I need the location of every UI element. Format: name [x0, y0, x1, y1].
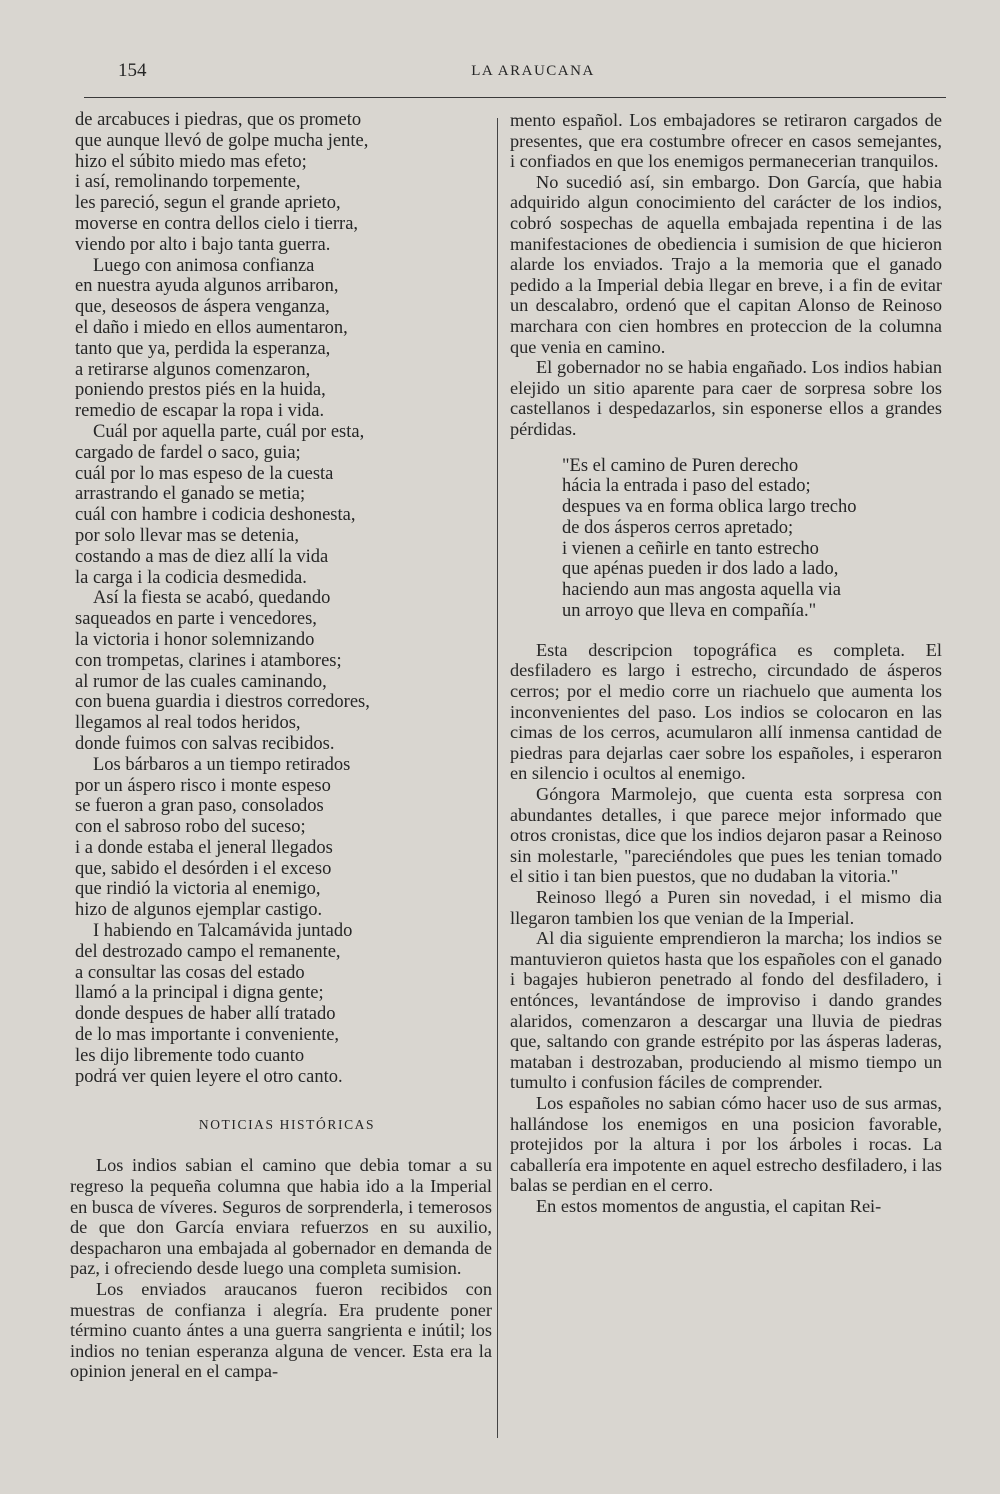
- paragraph: El gobernador no se habia engañado. Los indios habian elejido un sitio aparente para caer de sorpresa sobre los castellanos i despedazarlos, sin esponerse ellos a grandes pérdidas.: [510, 357, 942, 439]
- verse-line: la victoria i honor solemnizando: [75, 629, 315, 650]
- poem-verses: [62, 110, 492, 1087]
- verse-line: que aunque llevó de golpe mucha jente,: [75, 130, 369, 151]
- quote-line: despues va en forma oblica largo trecho: [562, 497, 857, 518]
- verse-line: el daño i miedo en ellos aumentaron,: [75, 317, 348, 338]
- verse-line: de lo mas importante i conveniente,: [75, 1025, 340, 1046]
- header-rule: [84, 97, 946, 98]
- verse-line: Luego con animosa confianza: [93, 255, 315, 276]
- verse-line: Cuál por aquella parte, cuál por esta,: [93, 421, 365, 442]
- quoted-stanza: [510, 456, 942, 622]
- paragraph: Góngora Marmolejo, que cuenta esta sorpresa con abundantes detalles, i que parece mejor informado que otros cronistas, dice que los indios dejaron pasar a Reinoso sin molestarle, "pareciéndoles que pues les tenian tomado el sitio i tan bien puestos, que no dudaban la vitoria.": [510, 784, 942, 887]
- verse-line: saqueados en parte i vencedores,: [75, 609, 317, 630]
- verse-line: de arcabuces i piedras, que os prometo: [75, 110, 362, 130]
- page-header: [118, 60, 948, 88]
- verse-line: i así, remolinando torpemente,: [75, 172, 301, 193]
- verse-line: hizo de algunos ejemplar castigo.: [75, 900, 323, 921]
- verse-line: donde fuimos con salvas recibidos.: [75, 733, 335, 754]
- page-number: 154: [118, 60, 147, 81]
- left-column: [62, 110, 492, 1382]
- historical-notes-right-top: [510, 110, 942, 440]
- verse-line: poniendo prestos piés en la huida,: [75, 380, 326, 401]
- verse-line: costando a mas de diez allí la vida: [75, 546, 329, 567]
- verse-line: que, deseosos de áspera venganza,: [75, 297, 330, 318]
- verse-line: por un áspero risco i monte espeso: [75, 775, 331, 796]
- verse-line: moverse en contra dellos cielo i tierra,: [75, 213, 359, 234]
- verse-line: donde despues de haber allí tratado: [75, 1004, 336, 1025]
- verse-line: remedio de escapar la ropa i vida.: [75, 401, 325, 422]
- verse-line: que rindió la victoria al enemigo,: [75, 879, 321, 900]
- paragraph: En estos momentos de angustia, el capitan Rei-: [536, 1195, 882, 1216]
- verse-line: podrá ver quien leyere el otro canto.: [75, 1066, 343, 1087]
- paragraph: Al dia siguiente emprendieron la marcha; los indios se mantuvieron quietos hasta que los españoles con el ganado i bagajes hubieron penetrado al fondo del desfiladero, i entónces, levantándose de improviso i dando grandes alaridos, comenzaron a descargar una lluvia de piedras que, saltando con grande estrépito por las ásperas laderas, mataban i destrozaban, produciendo al mismo tiempo un tumulto i confusion fáciles de comprender.: [510, 928, 942, 1093]
- quote-line: i vienen a ceñirle en tanto estrecho: [562, 538, 819, 559]
- verse-line: I habiendo en Talcamávida juntado: [93, 921, 353, 942]
- verse-line: llegamos al real todos heridos,: [75, 713, 301, 734]
- verse-line: Los bárbaros a un tiempo retirados: [93, 754, 351, 775]
- verse-line: cargado de fardel o saco, guia;: [75, 442, 301, 463]
- paragraph: No sucedió así, sin embargo. Don García, que habia adquirido algun conocimiento del carácter de los indios, cobró sospechas de aquella embajada repentina i de las manifestaciones de obediencia i sumision de que hicieron alarde los enviados. Trajo a la memoria que el ganado pedido a la Imperial debia llegar en breve, i a fin de evitar un descalabro, ordenó que el capitan Alonso de Reinoso marchara con cien hombres en proteccion de la columna que venia en camino.: [510, 171, 942, 357]
- quote-line: de dos ásperos cerros apretado;: [562, 517, 794, 538]
- historical-notes-right-bottom: [510, 640, 942, 1217]
- quote-line: hácia la entrada i paso del estado;: [562, 476, 811, 497]
- verse-line: les pareció, segun el grande aprieto,: [75, 193, 341, 214]
- verse-line: con trompetas, clarines i atambores;: [75, 650, 342, 671]
- verse-line: al rumor de las cuales caminando,: [75, 671, 327, 692]
- verse-line: arrastrando el ganado se metia;: [75, 484, 306, 505]
- paragraph: Los enviados araucanos fueron recibidos con muestras de confianza i alegría. Era prudente poner término cuanto ántes a una guerra sangrienta e inútil; los indios no tenian esperanza alguna de vencer. Esta era la opinion jeneral en el campa-: [70, 1279, 492, 1382]
- paragraph: Los españoles no sabian cómo hacer uso de sus armas, hallándose los enemigos en una posicion favorable, protejidos por la altura i por los árboles i rocas. La caballería era impotente en aquel estrecho desfiladero, i las balas se perdian en el cerro.: [510, 1092, 942, 1196]
- verse-line: por solo llevar mas se detenia,: [75, 525, 299, 546]
- verse-line: llamó a la principal i digna gente;: [75, 983, 324, 1004]
- quote-line: "Es el camino de Puren derecho: [562, 455, 799, 476]
- verse-line: cuál por lo mas espeso de la cuesta: [75, 463, 334, 484]
- verse-line: hizo el súbito miedo mas efeto;: [75, 151, 307, 172]
- historical-notes-left: [62, 1155, 492, 1382]
- verse-line: con buena guardia i diestros corredores,: [75, 692, 370, 713]
- verse-line: Así la fiesta se acabó, quedando: [93, 588, 331, 609]
- running-title: LA ARAUCANA: [471, 63, 595, 79]
- verse-line: que, sabido el desórden i el exceso: [75, 858, 332, 879]
- verse-line: a retirarse algunos comenzaron,: [75, 359, 311, 380]
- verse-line: cuál con hambre i codicia deshonesta,: [75, 505, 356, 526]
- verse-line: se fueron a gran paso, consolados: [75, 796, 324, 817]
- quote-line: haciendo aun mas angosta aquella via: [562, 580, 841, 601]
- verse-line: a consultar las cosas del estado: [75, 962, 305, 983]
- quote-line: un arroyo que lleva en compañía.": [562, 601, 817, 622]
- verse-line: la carga i la codicia desmedida.: [75, 567, 307, 588]
- verse-line: con el sabroso robo del suceso;: [75, 817, 306, 838]
- verse-line: tanto que ya, perdida la esperanza,: [75, 338, 331, 359]
- verse-line: viendo por alto i bajo tanta guerra.: [75, 234, 331, 255]
- verse-line: en nuestra ayuda algunos arribaron,: [75, 276, 339, 297]
- paragraph: mento español. Los embajadores se retiraron cargados de presentes, que era costumbre ofrecer en casos semejantes, i confiados en que los enemigos permanecerian tranquilos.: [510, 110, 942, 172]
- verse-line: i a donde estaba el jeneral llegados: [75, 837, 333, 858]
- paragraph: Los indios sabian el camino que debia tomar a su regreso la pequeña columna que habia ido a la Imperial en busca de víveres. Seguros de sorprenderla, i temerosos de que don García enviara refuerzos en su auxilio, despacharon una embajada al gobernador en demanda de paz, i ofreciendo desde luego una completa sumision.: [70, 1155, 492, 1279]
- section-title: NOTICIAS HISTÓRICAS: [198, 1117, 376, 1133]
- right-column: [510, 110, 942, 1217]
- column-divider: [497, 118, 498, 1438]
- paragraph: Reinoso llegó a Puren sin novedad, i el mismo dia llegaron tambien los que venian de la Imperial.: [510, 887, 942, 928]
- verse-line: les dijo libremente todo cuanto: [75, 1045, 305, 1066]
- paragraph: Esta descripcion topográfica es completa. El desfiladero es largo i estrecho, circundado de ásperos cerros; por el medio corre un riachuelo que aumenta los inconvenientes del paso. Los indios se colocaron en las cimas de los cerros, acumularon allí inmensa cantidad de piedras para dejarlas caer sobre los españoles, i esperaron en silencio i ocultos al enemigo.: [510, 639, 942, 784]
- quote-line: que apénas pueden ir dos lado a lado,: [562, 559, 839, 580]
- verse-line: del destrozado campo el remanente,: [75, 941, 341, 962]
